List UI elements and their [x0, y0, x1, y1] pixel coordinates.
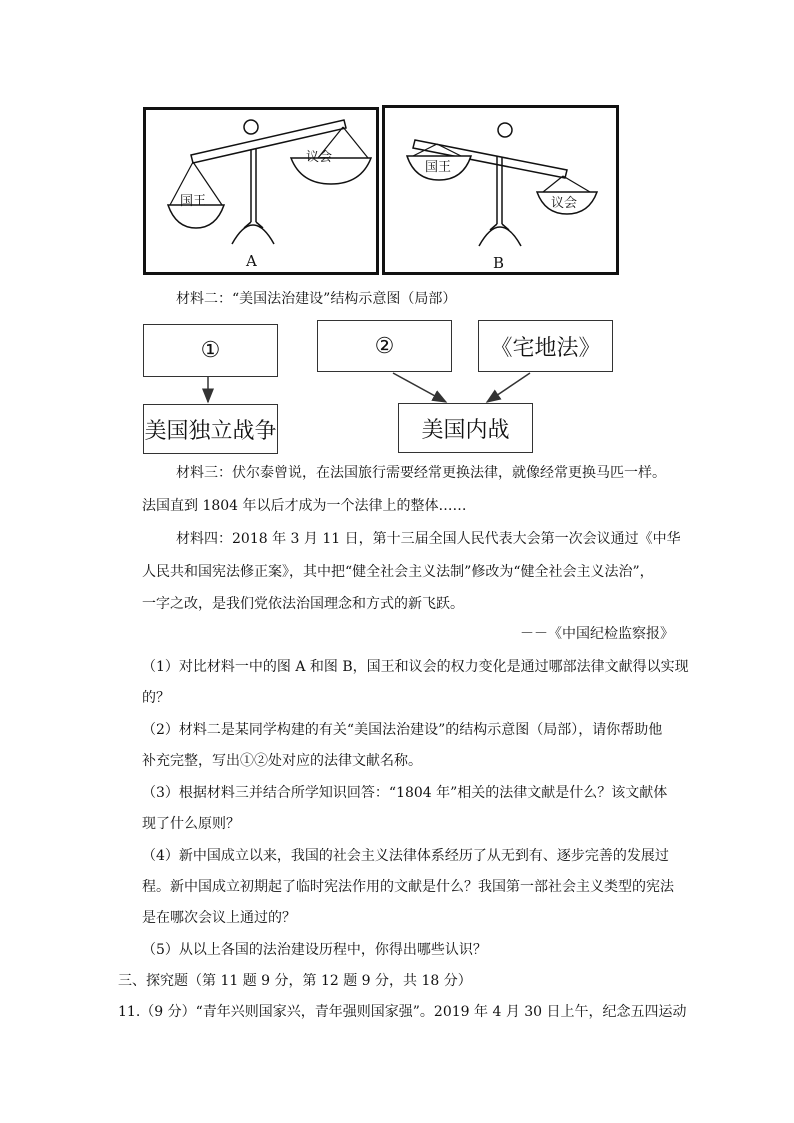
scale-a-letter: A [246, 252, 257, 270]
question-1-line1: （1）对比材料一中的图 A 和图 B，国王和议会的权力变化是通过哪部法律文献得以实现 [142, 659, 689, 675]
flow-box-3: 《宅地法》 [478, 320, 613, 372]
scale-b-letter: B [493, 254, 505, 272]
scale-b-right-pan-label: 议会 [551, 196, 578, 211]
flow-box-4: 美国独立战争 [143, 404, 278, 454]
question-2-line2: 补充完整，写出①②处对应的法律文献名称。 [142, 753, 422, 769]
flow-box-1: ① [143, 324, 278, 377]
question-4-line1: （4）新中国成立以来，我国的社会主义法律体系经历了从无到有、逐步完善的发展过 [142, 848, 669, 864]
question-3-line2: 现了什么原则？ [142, 816, 240, 832]
section3-heading: 三、探究题（第 11 题 9 分，第 12 题 9 分，共 18 分） [118, 973, 472, 989]
arrow-box2-to-box5 [393, 373, 446, 402]
material4-line1: 材料四：2018 年 3 月 11 日，第十三届全国人民代表大会第一次会议通过《中华 [176, 531, 681, 547]
question-1-line2: 的？ [142, 690, 170, 706]
scale-b-left-pan-label: 国王 [425, 160, 452, 175]
material3-line1: 材料三：伏尔泰曾说，在法国旅行需要经常更换法律，就像经常更换马匹一样。 [176, 465, 666, 481]
question-5-line1: （5）从以上各国的法治建设历程中，你得出哪些认识？ [142, 942, 487, 958]
question-2-line1: （2）材料二是某同学构建的有关“美国法治建设”的结构示意图（局部），请你帮助他 [142, 722, 663, 738]
arrow-box3-to-box5 [487, 373, 530, 402]
question-4-line3: 是在哪次会议上通过的？ [142, 910, 296, 926]
material3-line2: 法国直到 1804 年以后才成为一个法律上的整体…… [142, 498, 467, 514]
question-11-line1: 11.（9 分）“青年兴则国家兴，青年强则国家强”。2019 年 4 月 30 日上午，纪念五四运动 [118, 1004, 687, 1020]
scale-a-right-pan-label: 议会 [306, 150, 333, 165]
material4-line2: 人民共和国宪法修正案》，其中把“健全社会主义法制”修改为“健全社会主义法治”， [142, 564, 654, 580]
flow-box-2: ② [317, 320, 452, 372]
material4-source: －－《中国纪检监察报》 [520, 626, 674, 642]
flow-arrows [0, 0, 794, 470]
material2-caption: 材料二：“美国法治建设”结构示意图（局部） [176, 291, 457, 307]
question-3-line1: （3）根据材料三并结合所学知识回答：“1804 年”相关的法律文献是什么？该文献体 [142, 785, 668, 801]
material4-line3: 一字之改，是我们党依法治国理念和方式的新飞跃。 [142, 596, 464, 612]
question-4-line2: 程。新中国成立初期起了临时宪法作用的文献是什么？我国第一部社会主义类型的宪法 [142, 879, 674, 895]
flow-box-5: 美国内战 [398, 403, 533, 453]
scale-a-left-pan-label: 国王 [180, 194, 207, 209]
